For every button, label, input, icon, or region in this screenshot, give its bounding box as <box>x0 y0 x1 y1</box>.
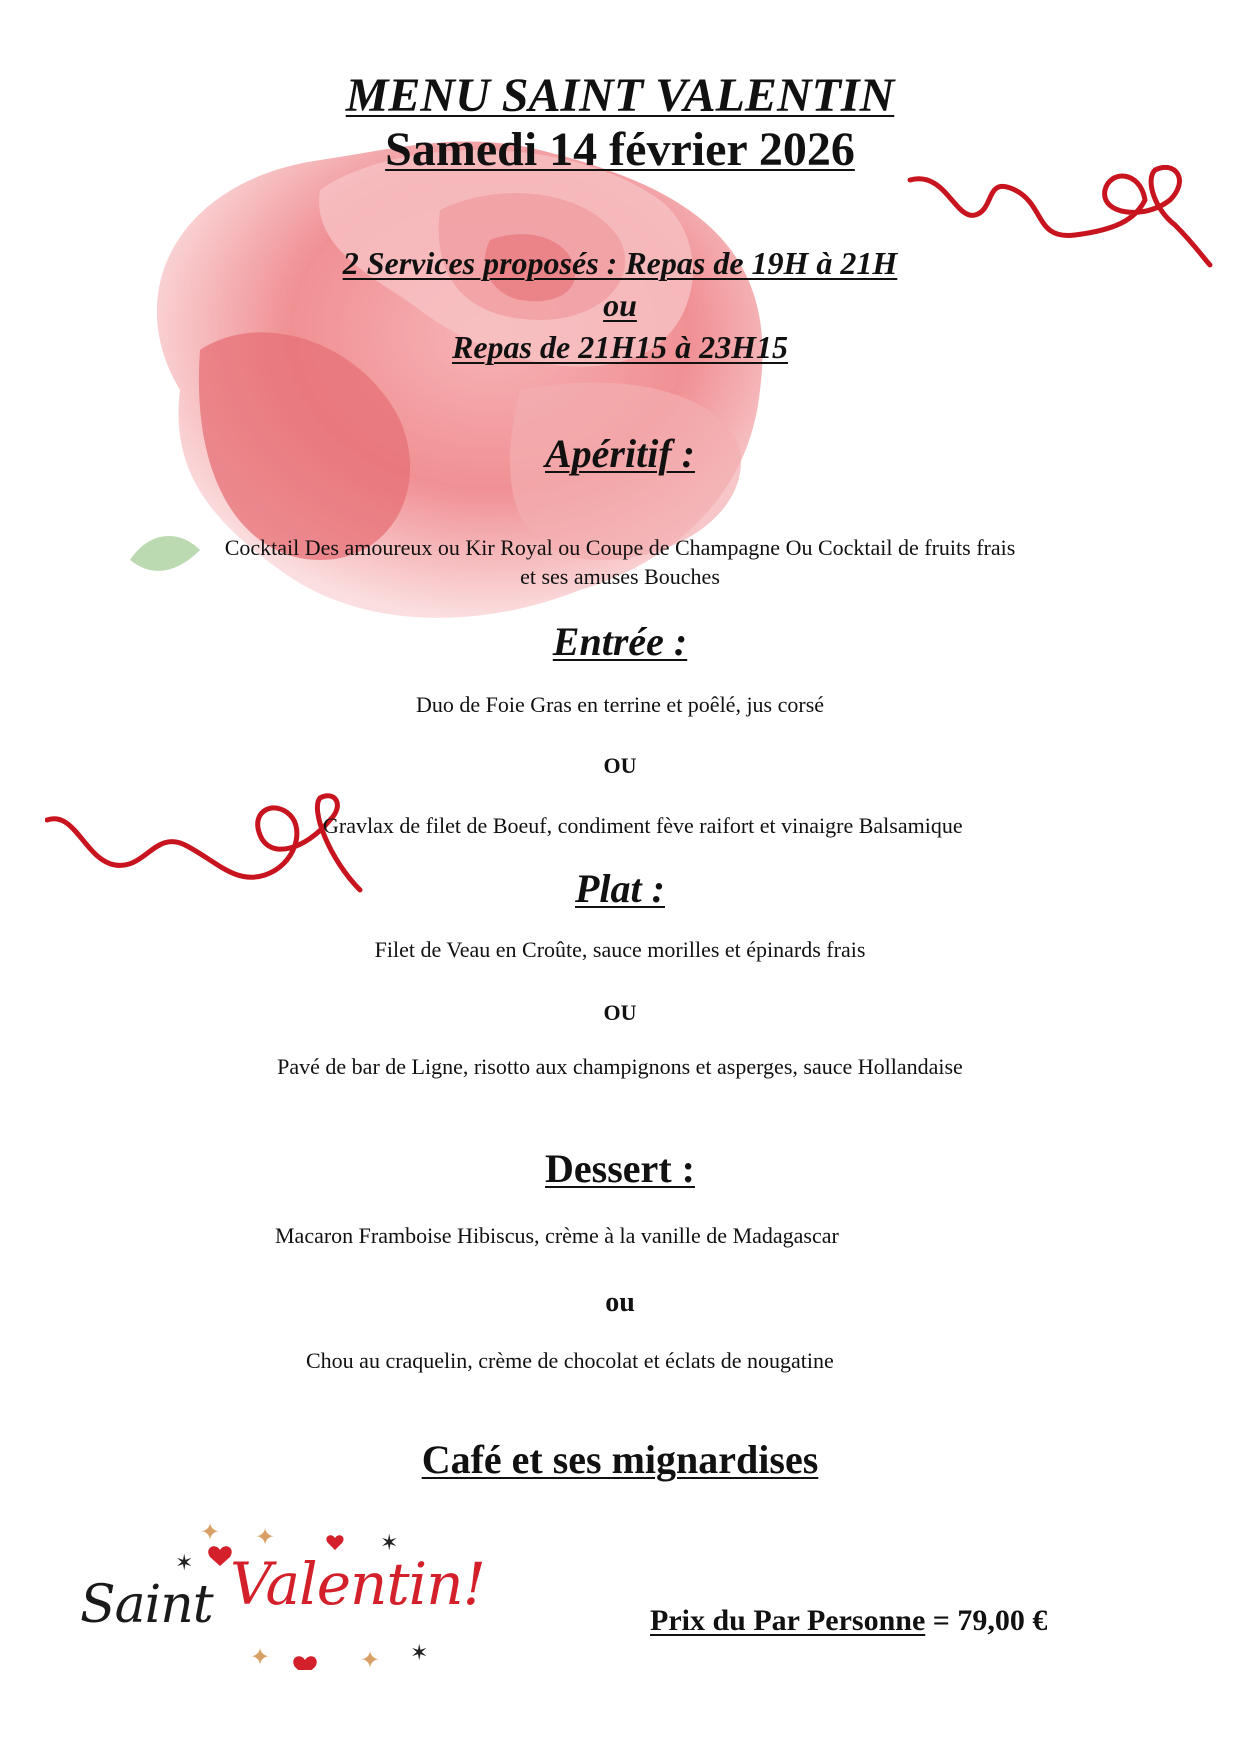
entree-or: OU <box>603 753 637 778</box>
dessert-option-2: Chou au craquelin, crème de chocolat et éclats de nougatine <box>306 1348 834 1373</box>
price-label: Prix du Par Personne <box>650 1604 926 1637</box>
cafe-heading: Café et ses mignardises <box>421 1437 819 1482</box>
dessert-heading: Dessert : <box>545 1146 695 1191</box>
aperitif-description-line-1: Cocktail Des amoureux ou Kir Royal ou Coupe de Champagne Ou Cocktail de fruits frais <box>224 535 1016 560</box>
svg-text:✦: ✦ <box>255 1523 276 1551</box>
services-line-2: Repas de 21H15 à 23H15 <box>452 329 788 365</box>
svg-text:✶: ✶ <box>175 1551 194 1576</box>
menu-date: Samedi 14 février 2026 <box>385 123 855 176</box>
svg-text:✶: ✶ <box>380 1531 399 1556</box>
plat-option-2: Pavé de bar de Ligne, risotto aux champignons et asperges, sauce Hollandaise <box>277 1054 963 1079</box>
menu-title: MENU SAINT VALENTIN <box>345 69 895 122</box>
svg-text:✦: ✦ <box>250 1643 271 1670</box>
plat-option-1: Filet de Veau en Croûte, sauce morilles et épinards frais <box>374 937 866 962</box>
price-line <box>650 1604 1047 1638</box>
aperitif-heading: Apéritif : <box>545 431 695 476</box>
logo-word-saint: Saint <box>80 1575 213 1635</box>
saint-valentin-logo <box>80 1520 520 1670</box>
aperitif-description-line-2: et ses amuses Bouches <box>520 564 720 589</box>
price-value: = 79,00 € <box>932 1604 1048 1637</box>
rose-illustration <box>60 90 840 710</box>
entree-option-1: Duo de Foie Gras en terrine et poêlé, jus corsé <box>415 692 825 717</box>
dessert-or: ou <box>605 1287 635 1318</box>
plat-heading: Plat : <box>575 866 665 911</box>
svg-text:✦: ✦ <box>360 1646 381 1670</box>
services-line-1: 2 Services proposés : Repas de 19H à 21H <box>342 245 898 281</box>
svg-text:✦: ✦ <box>200 1520 221 1546</box>
entree-option-2: Gravlax de filet de Boeuf, condiment fève raifort et vinaigre Balsamique <box>323 813 963 838</box>
plat-or: OU <box>603 1000 637 1025</box>
entree-heading: Entrée : <box>552 619 688 664</box>
svg-text:✶: ✶ <box>410 1641 429 1666</box>
services-or: ou <box>603 287 637 323</box>
dessert-option-1: Macaron Framboise Hibiscus, crème à la vanille de Madagascar <box>275 1223 839 1248</box>
logo-word-valentin: Valentin! <box>230 1550 485 1618</box>
